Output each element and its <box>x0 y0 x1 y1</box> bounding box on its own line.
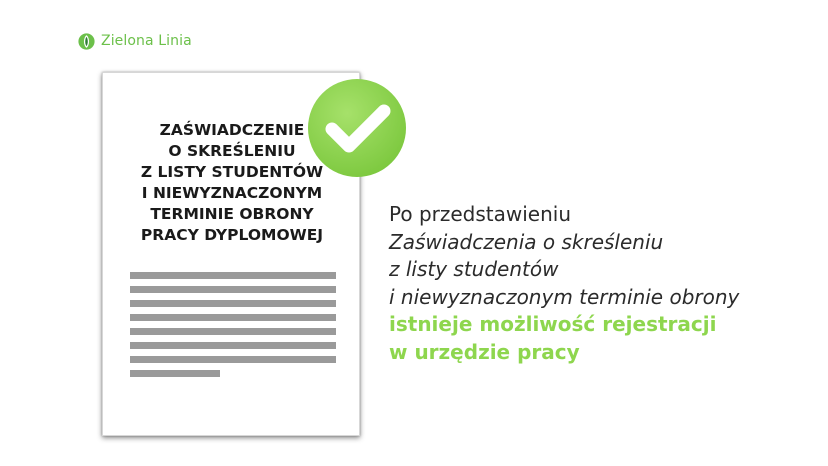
message-highlight-line: istnieje możliwość rejestracji <box>389 312 717 336</box>
placeholder-text-line <box>130 356 336 363</box>
message-italic-line: i niewyznaczonym terminie obrony <box>389 284 740 309</box>
placeholder-text-line <box>130 342 336 349</box>
brand-logo <box>78 32 192 50</box>
document-title-line: ZAŚWIADCZENIE <box>159 121 305 139</box>
placeholder-text-line <box>130 328 336 335</box>
placeholder-text-line <box>130 370 220 377</box>
placeholder-text-line <box>130 314 336 321</box>
placeholder-text-line <box>130 286 336 293</box>
message-italic-line: z listy studentów <box>389 257 559 281</box>
message-highlight-line: w urzędzie pracy <box>389 339 580 364</box>
placeholder-text-line <box>130 300 336 307</box>
message-italic-line: Zaświadczenia o skreśleniu <box>389 229 664 254</box>
placeholder-text-line <box>130 272 336 279</box>
message-intro: Po przedstawieniu <box>389 202 572 226</box>
document-body-placeholder <box>130 272 336 384</box>
brand-name: Zielona Linia <box>101 33 192 49</box>
checkmark-icon <box>306 77 408 179</box>
document-title-line: I NIEWYZNACZONYM <box>141 184 323 202</box>
document-title-line: TERMINIE OBRONY <box>150 205 314 223</box>
info-message <box>389 201 809 366</box>
zielona-linia-logo-icon <box>78 33 95 50</box>
document-title-line: O SKREŚLENIU <box>168 142 296 160</box>
document-title-line: PRACY DYPLOMOWEJ <box>140 226 324 244</box>
document-title-line: Z LISTY STUDENTÓW <box>140 163 324 181</box>
